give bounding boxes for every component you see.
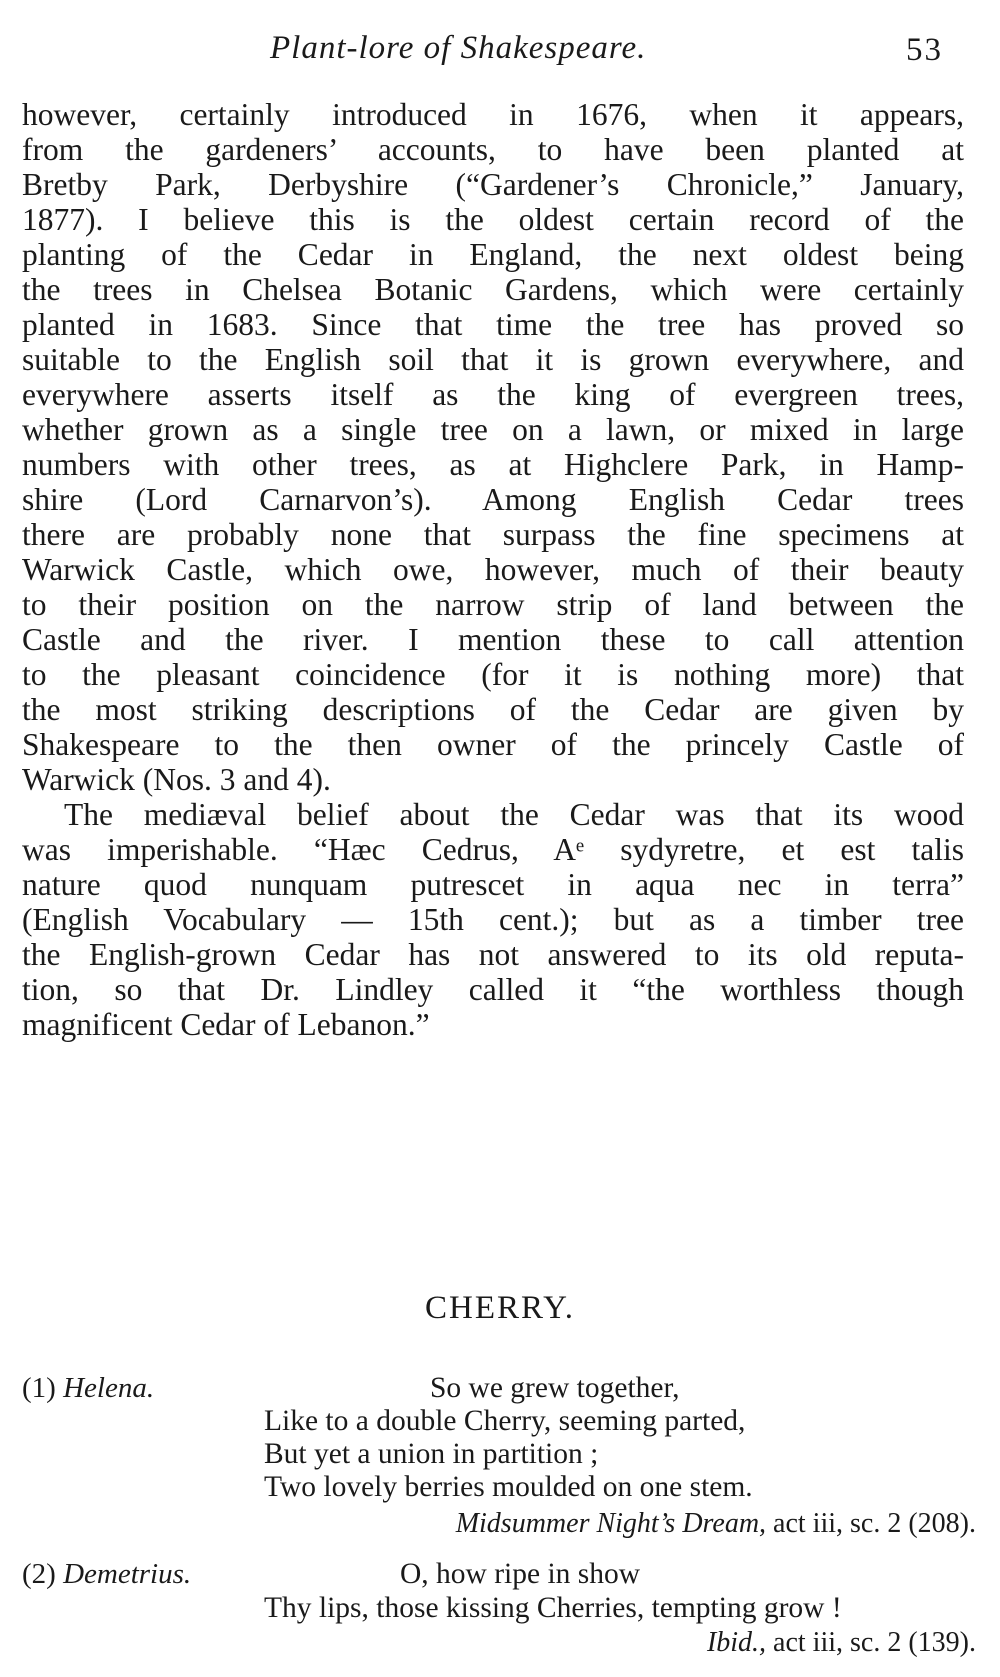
section-heading: CHERRY. <box>424 1290 576 1326</box>
speaker-name: Demetrius. <box>63 1558 192 1590</box>
text-line: was imperishable. “Hæc Cedrus, Aᵉ sydyretre, et est talis <box>22 832 964 867</box>
text-line: Castle and the river. I mention these to call attention <box>22 622 964 657</box>
citation-number: (1) <box>22 1372 56 1404</box>
text-line: shire (Lord Carnarvon’s). Among English Cedar trees <box>22 482 964 517</box>
page-number: 53 <box>906 32 943 68</box>
text-line: Warwick Castle, which owe, however, much of their beauty <box>22 552 964 587</box>
verse-line: O, how ripe in show <box>400 1558 641 1590</box>
citation-label <box>22 1372 154 1405</box>
verse-line: Two lovely berries moulded on one stem. <box>264 1471 753 1503</box>
text-line: The mediæval belief about the Cedar was that its wood <box>64 797 964 832</box>
source-reference <box>456 1508 976 1540</box>
text-line: however, certainly introduced in 1676, when it appears, <box>22 97 964 132</box>
text-line: planted in 1683. Since that time the tree has proved so <box>22 307 964 342</box>
act-scene: act iii, sc. 2 (139). <box>773 1627 976 1658</box>
running-title: Plant-lore of Shakespeare. <box>270 30 647 66</box>
act-scene: act iii, sc. 2 (208). <box>773 1508 976 1539</box>
verse-line: So we grew together, <box>430 1372 680 1404</box>
text-line: the most striking descriptions of the Cedar are given by <box>22 692 964 727</box>
text-line: suitable to the English soil that it is grown everywhere, and <box>22 342 964 377</box>
text-line: to the pleasant coincidence (for it is nothing more) that <box>22 657 964 692</box>
text-line: 1877). I believe this is the oldest certain record of the <box>22 202 964 237</box>
citation-label <box>22 1558 191 1591</box>
work-title: Ibid., <box>706 1627 767 1658</box>
text-line: magnificent Cedar of Lebanon.” <box>22 1007 430 1042</box>
text-line: everywhere asserts itself as the king of evergreen trees, <box>22 377 964 412</box>
text-line: Shakespeare to the then owner of the princely Castle of <box>22 727 964 762</box>
text-line: the English-grown Cedar has not answered to its old reputa- <box>22 937 964 972</box>
citation-number: (2) <box>22 1558 56 1590</box>
text-line: there are probably none that surpass the fine specimens at <box>22 517 964 552</box>
text-line: Warwick (Nos. 3 and 4). <box>22 762 331 797</box>
verse-line: Thy lips, those kissing Cherries, tempting grow ! <box>264 1592 842 1624</box>
text-line: planting of the Cedar in England, the next oldest being <box>22 237 964 272</box>
running-head <box>0 30 1000 74</box>
text-line: tion, so that Dr. Lindley called it “the worthless though <box>22 972 964 1007</box>
verse-line: But yet a union in partition ; <box>264 1438 599 1470</box>
verse-line: Like to a double Cherry, seeming parted, <box>264 1405 746 1437</box>
source-reference <box>707 1627 976 1659</box>
text-line: from the gardeners’ accounts, to have been planted at <box>22 132 964 167</box>
text-line: to their position on the narrow strip of land between the <box>22 587 964 622</box>
speaker-name: Helena. <box>63 1372 155 1404</box>
text-line: the trees in Chelsea Botanic Gardens, which were certainly <box>22 272 964 307</box>
text-line: numbers with other trees, as at Highclere Park, in Hamp- <box>22 447 964 482</box>
text-line: nature quod nunquam putrescet in aqua nec in terra” <box>22 867 964 902</box>
text-line: (English Vocabulary — 15th cent.); but as a timber tree <box>22 902 964 937</box>
text-line: whether grown as a single tree on a lawn, or mixed in large <box>22 412 964 447</box>
work-title: Midsummer Night’s Dream, <box>455 1508 767 1539</box>
text-line: Bretby Park, Derbyshire (“Gardener’s Chronicle,” January, <box>22 167 964 202</box>
